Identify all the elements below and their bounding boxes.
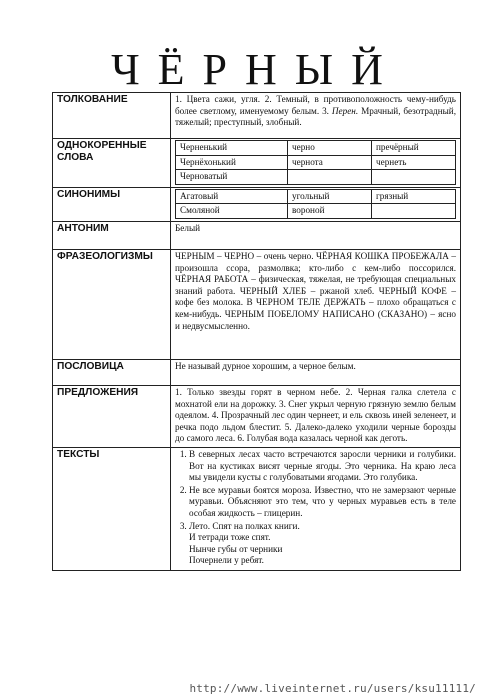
word: Чернёхонький <box>176 155 288 170</box>
poem-line: Нынче губы от черники <box>189 543 283 554</box>
word <box>288 170 372 185</box>
row-label: ОДНОКОРЕННЫЕ СЛОВА <box>53 139 171 188</box>
row-content <box>171 93 461 139</box>
word: Черноватый <box>176 170 288 185</box>
figurative-mark: Перен. <box>331 105 359 116</box>
row-predlozheniya <box>53 385 461 447</box>
word: черно <box>288 141 372 156</box>
word: Агатовый <box>176 189 288 204</box>
row-label: ТОЛКОВАНИЕ <box>53 93 171 139</box>
row-content: Белый <box>171 221 461 249</box>
row-label: ПРЕДЛОЖЕНИЯ <box>53 385 171 447</box>
list-item: 2. Не все муравьи боятся мороза. Известно, что не замерзают черные муравьи. Объясняют это тем, что у черных муравьев есть в теле особая жидкость – глицерин. <box>189 485 456 520</box>
definition-text: Мрачный, безотрадный, тяжелый; преступный, злобный. <box>175 105 456 128</box>
word: угольный <box>288 189 372 204</box>
row-odnokorennye <box>53 139 461 188</box>
row-label: СИНОНИМЫ <box>53 187 171 221</box>
row-content <box>171 139 461 188</box>
list-item <box>189 521 456 567</box>
row-content <box>171 447 461 570</box>
word: Смоляной <box>176 204 288 219</box>
page-title: ЧЁРНЫЙ <box>111 45 401 94</box>
row-content: 1. Только звезды горят в черном небе. 2. Черная галка слетела с мохнатой ели на дорожку. 3. Снег укрыл черную грязную землю белым одеялом. 4. Прозрачный лес один чернеет, и ель сквозь иней зеленеет, и речка подо льдом блестит. 5. Далеко-далеко уходили черные борозды до самого леса. 6. Голубая вода казалась черной как деготь. <box>171 385 461 447</box>
poem-line: Почернели у ребят. <box>189 555 264 566</box>
word: Черненький <box>176 141 288 156</box>
word: чернеть <box>372 155 456 170</box>
row-poslovitsa <box>53 359 461 385</box>
watermark-url: http://www.liveinternet.ru/users/ksu11111/ <box>189 682 476 695</box>
word: грязный <box>372 189 456 204</box>
word: вороной <box>288 204 372 219</box>
poem-line: И тетради тоже спят. <box>189 532 271 543</box>
word-card-table <box>52 92 461 571</box>
definition-text: 1. Цвета сажи, угля. 2. Темный, в противоположность чему-нибудь более светлому, именуемому белым. 3. <box>175 94 456 116</box>
row-antonim <box>53 221 461 249</box>
row-label: ТЕКСТЫ <box>53 447 171 570</box>
row-content: Не называй дурное хорошим, а черное белым. <box>171 359 461 385</box>
row-content: ЧЕРНЫМ – ЧЕРНО – очень черно. ЧЁРНАЯ КОШКА ПРОБЕЖАЛА – произошла ссора, размолвка; кто-либо с кем-либо поссорился. ЧЁРНАЯ РАБОТА – физическая, тяжелая, не требующая специальных знаний работа. ЧЕРНЫЙ ХЛЕБ – ржаной хлеб. ЧЕРНЫЙ КОФЕ – кофе без молока. В ЧЕРНОМ ТЕЛЕ ДЕРЖАТЬ – плохо обращаться с кем-нибудь. ЧЕРНЫМ ПОБЕЛОМУ НАПИСАНО (СКАЗАНО) – ясно и недвусмысленно. <box>171 249 461 359</box>
word: пречёрный <box>372 141 456 156</box>
row-label: ФРАЗЕОЛОГИЗМЫ <box>53 249 171 359</box>
related-words-grid <box>175 140 456 185</box>
row-label: АНТОНИМ <box>53 221 171 249</box>
word: чернота <box>288 155 372 170</box>
row-sinonimy <box>53 187 461 221</box>
synonyms-grid <box>175 189 456 219</box>
row-frazeologizmy <box>53 249 461 359</box>
word <box>372 170 456 185</box>
texts-list <box>175 449 456 567</box>
row-content <box>171 187 461 221</box>
row-tolkovanie <box>53 93 461 139</box>
list-item: 1. В северных лесах часто встречаются заросли черники и голубики. Вот на кустиках висят черные ягоды. Это черника. На краю леса мы увидели кусты с голубоватыми ягодами. Это голубика. <box>189 449 456 484</box>
poem-line: 3. Лето. Спят на полках книги. <box>189 520 300 531</box>
word <box>372 204 456 219</box>
row-label: ПОСЛОВИЦА <box>53 359 171 385</box>
row-teksty <box>53 447 461 570</box>
